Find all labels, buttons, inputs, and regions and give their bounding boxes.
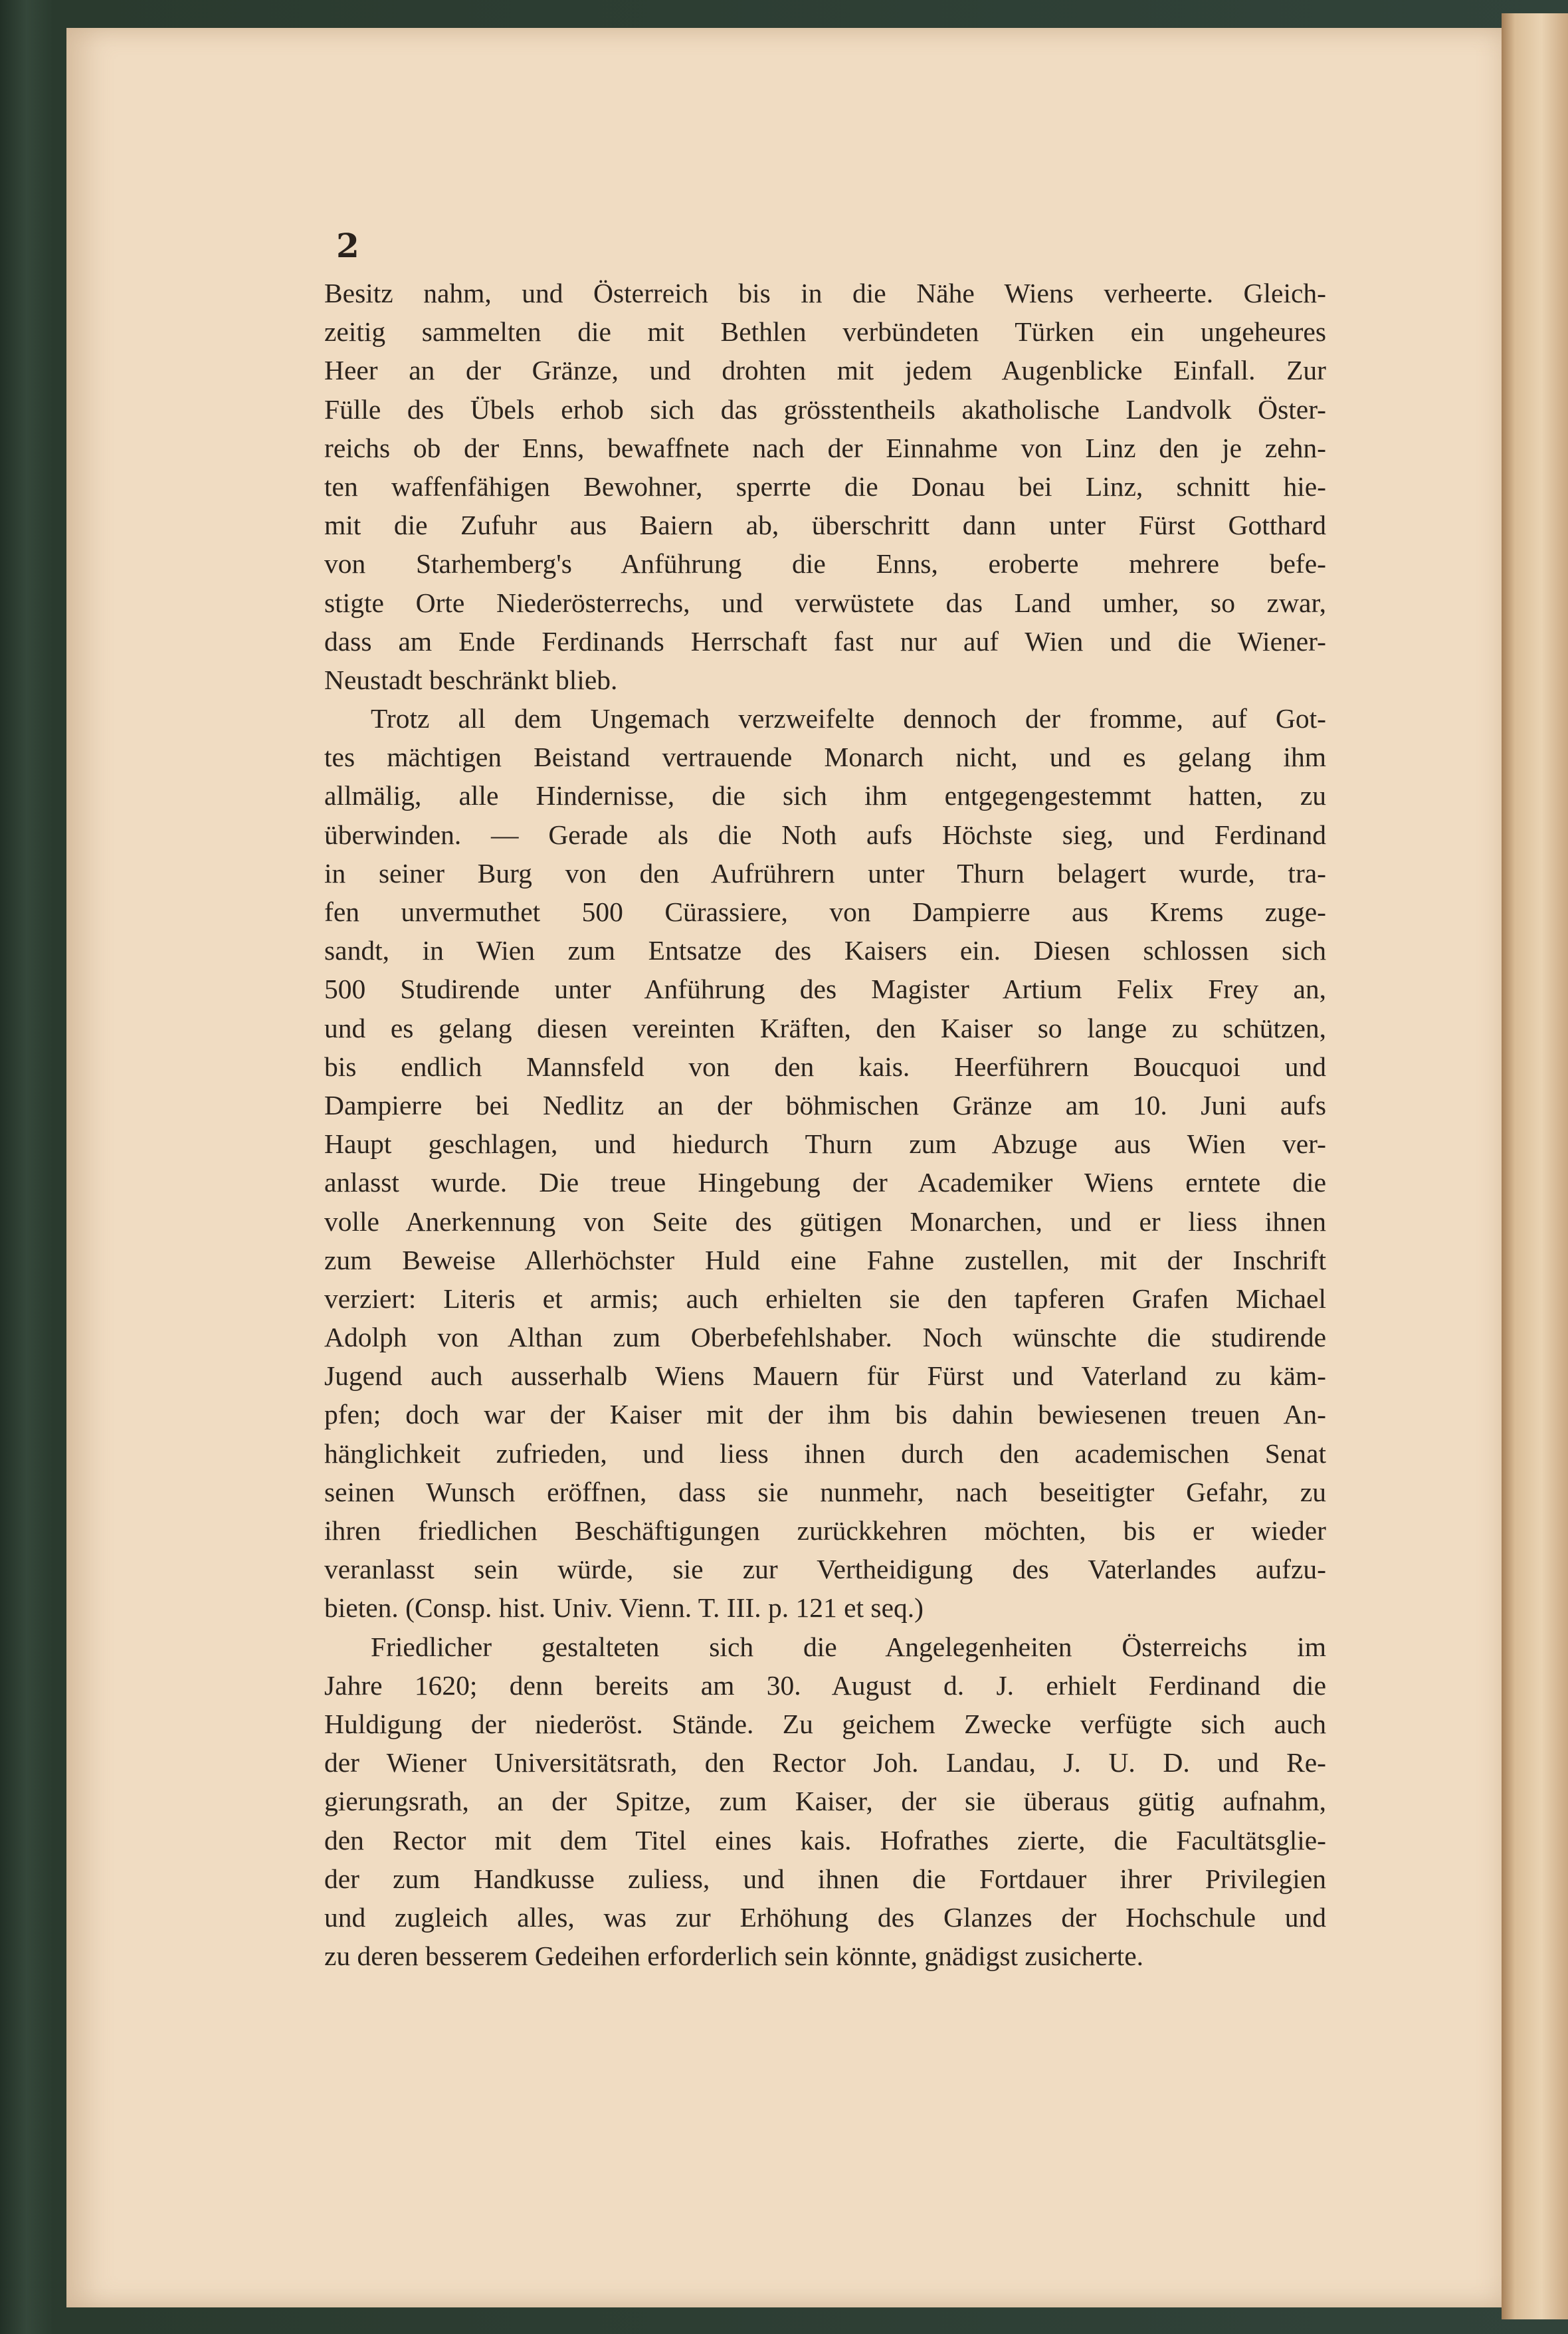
text-line: Neustadt beschränkt blieb. bbox=[324, 664, 618, 695]
text-line: bis endlich Mannsfeld von den kais. Heerführern Boucquoi und bbox=[324, 1051, 1326, 1082]
text-line: in seiner Burg von den Aufrührern unter Thurn belagert wurde, tra- bbox=[324, 857, 1326, 889]
text-line: Jugend auch ausserhalb Wiens Mauern für Fürst und Vaterland zu käm- bbox=[324, 1360, 1326, 1392]
text-line: und zugleich alles, was zur Erhöhung des Glanzes der Hochschule und bbox=[324, 1901, 1326, 1933]
page-number: 2 bbox=[336, 226, 359, 265]
text-line: zu deren besserem Gedeihen erforderlich sein könnte, gnädigst zusicherte. bbox=[324, 1941, 1143, 1972]
text-line: stigte Orte Niederösterrechs, und verwüstete das Land umher, so zwar, bbox=[324, 587, 1326, 618]
text-line: ihren friedlichen Beschäftigungen zurückkehren möchten, bis er wieder bbox=[324, 1515, 1326, 1546]
text-line: Huldigung der niederöst. Stände. Zu geichem Zwecke verfügte sich auch bbox=[324, 1708, 1326, 1739]
text-line: Friedlicher gestalteten sich die Angelegenheiten Österreichs im bbox=[371, 1631, 1326, 1662]
text-line: zum Beweise Allerhöchster Huld eine Fahne zustellen, mit der Inschrift bbox=[324, 1244, 1326, 1275]
text-line: gierungsrath, an der Spitze, zum Kaiser, der sie überaus gütig aufnahm, bbox=[324, 1786, 1326, 1817]
text-line: fen unvermuthet 500 Cürassiere, von Dampierre aus Krems zuge- bbox=[324, 897, 1326, 927]
text-line: sandt, in Wien zum Entsatze des Kaisers ein. Diesen schlossen sich bbox=[324, 935, 1326, 966]
text-line: Dampierre bei Nedlitz an der böhmischen Gränze am 10. Juni aufs bbox=[324, 1089, 1326, 1120]
text-line: Adolph von Althan zum Oberbefehlshaber. Noch wünschte die studirende bbox=[324, 1322, 1326, 1353]
text-line: 500 Studirende unter Anführung des Magister Artium Felix Frey an, bbox=[324, 974, 1326, 1005]
text-line: volle Anerkennung von Seite des gütigen Monarchen, und er liess ihnen bbox=[324, 1206, 1326, 1237]
text-line: anlasst wurde. Die treue Hingebung der Academiker Wiens erntete die bbox=[324, 1167, 1326, 1198]
text-line: bieten. (Consp. hist. Univ. Vienn. T. III. p. 121 et seq.) bbox=[324, 1592, 924, 1624]
page-edge bbox=[1502, 13, 1568, 2319]
text-line: Fülle des Übels erhob sich das grösstentheils akatholische Landvolk Öster- bbox=[324, 393, 1326, 425]
text-line: von Starhemberg's Anführung die Enns, eroberte mehrere befe- bbox=[324, 548, 1326, 580]
text-line: den Rector mit dem Titel eines kais. Hofrathes zierte, die Facultätsglie- bbox=[324, 1824, 1326, 1856]
text-line: zeitig sammelten die mit Bethlen verbündeten Türken ein ungeheures bbox=[324, 316, 1326, 348]
text-line: verziert: Literis et armis; auch erhielten sie den tapferen Grafen Michael bbox=[324, 1283, 1326, 1314]
text-line: der zum Handkusse zuliess, und ihnen die Fortdauer ihrer Privilegien bbox=[324, 1863, 1326, 1894]
text-line: Trotz all dem Ungemach verzweifelte dennoch der fromme, auf Got- bbox=[371, 703, 1326, 734]
text-line: tes mächtigen Beistand vertrauende Monarch nicht, und es gelang ihm bbox=[324, 742, 1326, 773]
text-line: ten waffenfähigen Bewohner, sperrte die Donau bei Linz, schnitt hie- bbox=[324, 471, 1326, 502]
body-text bbox=[324, 274, 1326, 1975]
text-line: Heer an der Gränze, und drohten mit jedem Augenblicke Einfall. Zur bbox=[324, 355, 1326, 386]
text-line: hänglichkeit zufrieden, und liess ihnen durch den academischen Senat bbox=[324, 1437, 1326, 1469]
text-line: der Wiener Universitätsrath, den Rector Joh. Landau, J. U. D. und Re- bbox=[324, 1747, 1326, 1778]
text-line: Besitz nahm, und Österreich bis in die Nähe Wiens verheerte. Gleich- bbox=[324, 278, 1326, 308]
text-line: Haupt geschlagen, und hiedurch Thurn zum Abzuge aus Wien ver- bbox=[324, 1128, 1326, 1160]
text-line: mit die Zufuhr aus Baiern ab, überschritt dann unter Fürst Gotthard bbox=[324, 510, 1326, 541]
text-line: und es gelang diesen vereinten Kräften, den Kaiser so lange zu schützen, bbox=[324, 1012, 1326, 1043]
text-line: allmälig, alle Hindernisse, die sich ihm entgegengestemmt hatten, zu bbox=[324, 780, 1326, 811]
text-line: Jahre 1620; denn bereits am 30. August d. J. erhielt Ferdinand die bbox=[324, 1669, 1326, 1701]
text-line: pfen; doch war der Kaiser mit der ihm bis dahin bewiesenen treuen An- bbox=[324, 1399, 1326, 1430]
text-line: veranlasst sein würde, sie zur Vertheidigung des Vaterlandes aufzu- bbox=[324, 1554, 1326, 1585]
text-line: seinen Wunsch eröffnen, dass sie nunmehr, nach beseitigter Gefahr, zu bbox=[324, 1476, 1326, 1507]
text-line: reichs ob der Enns, bewaffnete nach der Einnahme von Linz den je zehn- bbox=[324, 432, 1326, 463]
text-line: überwinden. — Gerade als die Noth aufs Höchste sieg, und Ferdinand bbox=[324, 819, 1326, 850]
text-line: dass am Ende Ferdinands Herrschaft fast nur auf Wien und die Wiener- bbox=[324, 625, 1326, 657]
